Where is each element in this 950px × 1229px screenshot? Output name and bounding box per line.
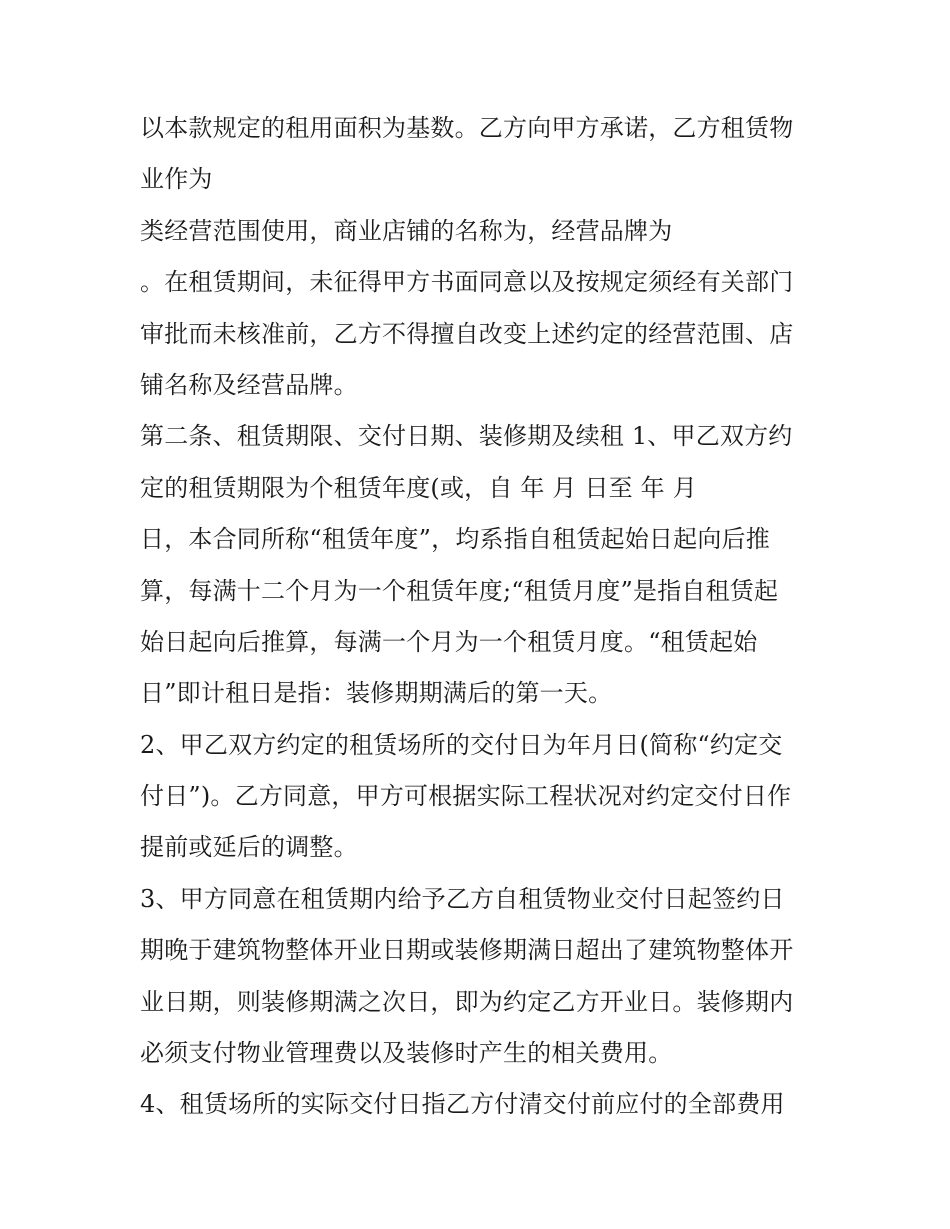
article-heading-line: 第二条、租赁期限、交付日期、装修期及续租 1、甲乙双方约 xyxy=(140,422,793,451)
contract-text xyxy=(140,103,830,1131)
text-line: 必须支付物业管理费以及装修时产生的相关费用。 xyxy=(140,1039,673,1068)
text-line: 业日期，则装修期满之次日，即为约定乙方开业日。装修期内 xyxy=(140,987,794,1016)
text-line: 类经营范围使用，商业店铺的名称为，经营品牌为 xyxy=(140,216,673,245)
clause-4-line: 4、租赁场所的实际交付日指乙方付清交付前应付的全部费用 xyxy=(140,1090,785,1119)
text-line: 日”即计租日是指：装修期期满后的第一天。 xyxy=(140,679,613,708)
text-line: 日，本合同所称“租赁年度”，均系指自租赁起始日起向后推 xyxy=(140,525,770,554)
clause-3-line: 3、甲方同意在租赁期内给予乙方自租赁物业交付日起签约日 xyxy=(140,884,785,913)
clause-2-line: 2、甲乙双方约定的租赁场所的交付日为年月日(简称“约定交 xyxy=(140,730,783,759)
text-line: 铺名称及经营品牌。 xyxy=(140,370,358,399)
text-line: 以本款规定的租用面积为基数。乙方向甲方承诺，乙方租赁物 xyxy=(140,114,794,142)
text-line: 定的租赁期限为个租赁年度(或，自 年 月 日至 年 月 xyxy=(140,473,697,502)
text-line: 付日”)。乙方同意，甲方可根据实际工程状况对约定交付日作 xyxy=(140,782,792,811)
text-line: 业作为 xyxy=(140,165,213,194)
text-line: 审批而未核准前，乙方不得擅自改变上述约定的经营范围、店 xyxy=(140,319,794,348)
text-line: 始日起向后推算，每满一个月为一个租赁月度。“租赁起始 xyxy=(140,627,758,656)
text-line: 提前或延后的调整。 xyxy=(140,833,358,862)
text-line: 。在租赁期间，未征得甲方书面同意以及按规定须经有关部门 xyxy=(140,268,794,297)
text-line: 算，每满十二个月为一个租赁年度;“租赁月度”是指自租赁起 xyxy=(140,576,779,605)
text-line: 期晚于建筑物整体开业日期或装修期满日超出了建筑物整体开 xyxy=(140,936,794,965)
